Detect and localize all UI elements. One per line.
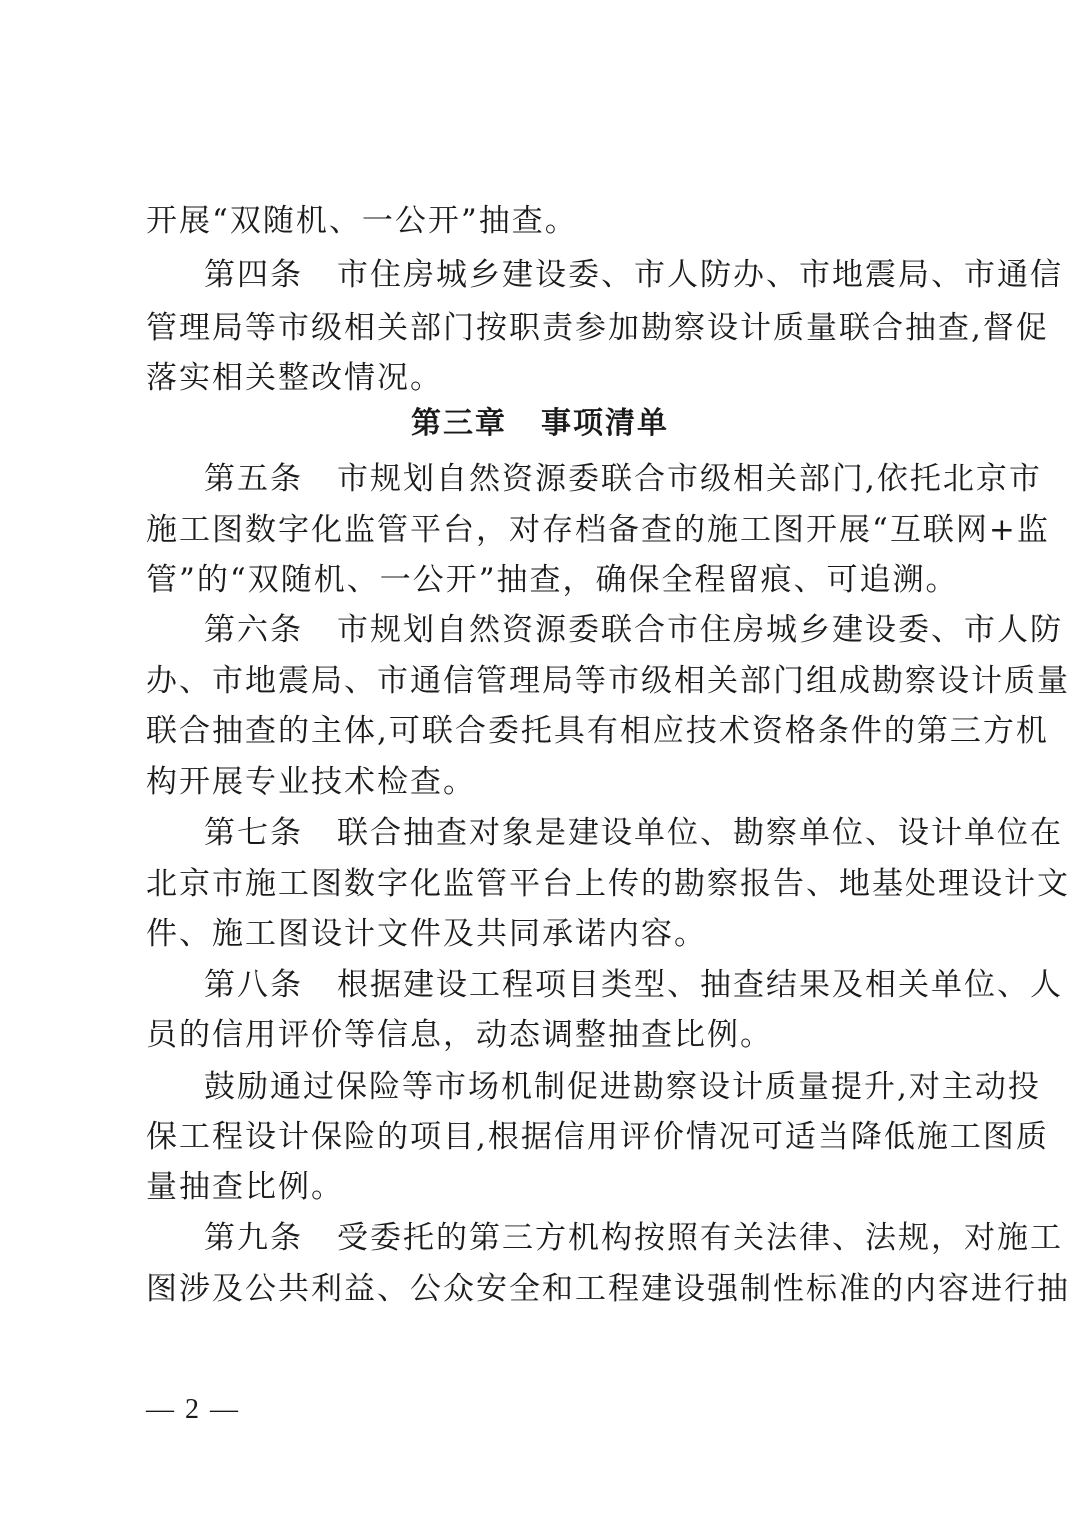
article-8-line: 第八条 根据建设工程项目类型、抽查结果及相关单位、人: [204, 967, 1063, 1003]
text-line: 开展“双随机、一公开”抽查。: [146, 203, 578, 239]
text-line: 图涉及公共利益、公众安全和工程建设强制性标准的内容进行抽: [146, 1271, 1070, 1307]
article-label: 第八条: [204, 967, 303, 1003]
article-7-line: 第七条 联合抽查对象是建设单位、勘察单位、设计单位在: [204, 815, 1063, 851]
text-line: 落实相关整改情况。: [146, 360, 443, 396]
text-line: 管理局等市级相关部门按职责参加勘察设计质量联合抽查,督促: [146, 310, 1049, 346]
article-5-line: 第五条 市规划自然资源委联合市级相关部门,依托北京市: [204, 461, 1042, 497]
article-label: 第六条: [204, 612, 303, 648]
article-label: 第四条: [204, 257, 303, 293]
text-line: 北京市施工图数字化监管平台上传的勘察报告、地基处理设计文: [146, 866, 1070, 902]
text-line: 办、市地震局、市通信管理局等市级相关部门组成勘察设计质量: [146, 663, 1070, 699]
text-line: 员的信用评价等信息，动态调整抽查比例。: [146, 1017, 773, 1053]
chapter-heading: 第三章 事项清单: [411, 406, 669, 441]
text-line: 管”的“双随机、一公开”抽查，确保全程留痕、可追溯。: [146, 562, 959, 598]
text-line: 件、施工图设计文件及共同承诺内容。: [146, 916, 707, 952]
text-line: 施工图数字化监管平台，对存档备查的施工图开展“互联网+监: [146, 512, 1050, 548]
article-6-line: 第六条 市规划自然资源委联合市住房城乡建设委、市人防: [204, 612, 1063, 648]
text-line: 量抽查比例。: [146, 1169, 344, 1205]
text-line: 联合抽查的主体,可联合委托具有相应技术资格条件的第三方机: [146, 713, 1049, 749]
page-number: — 2 —: [146, 1394, 240, 1425]
article-label: 第九条: [204, 1220, 303, 1256]
article-9-line: 第九条 受委托的第三方机构按照有关法律、法规，对施工: [204, 1220, 1063, 1256]
text-line: 保工程设计保险的项目,根据信用评价情况可适当降低施工图质: [146, 1119, 1049, 1155]
text-line: 鼓励通过保险等市场机制促进勘察设计质量提升,对主动投: [204, 1069, 1041, 1105]
article-label: 第五条: [204, 461, 303, 497]
text-line: 构开展专业技术检查。: [146, 764, 476, 800]
article-label: 第七条: [204, 815, 303, 851]
article-4-line: 第四条 市住房城乡建设委、市人防办、市地震局、市通信: [204, 257, 1063, 293]
